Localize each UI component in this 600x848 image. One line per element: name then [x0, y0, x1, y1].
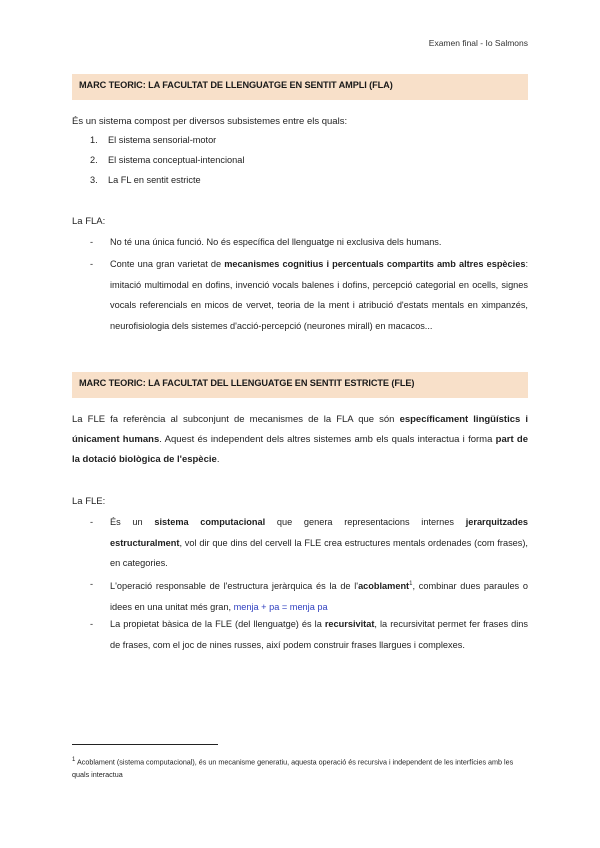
fla-label: La FLA:: [72, 216, 106, 227]
section-heading-fle: MARC TEORIC: LA FACULTAT DEL LLENGUATGE EN SENTIT ESTRICTE (FLE): [72, 372, 528, 398]
example-formula: menja + pa = menja pa: [233, 601, 328, 612]
fle-intro-paragraph: La FLE fa referència al subconjunt de mecanismes de la FLA que són específicament lingüístics i únicament humans. Aquest és independent dels altres sistemes amb els quals interactua i forma part de la dotació biològica de l'espècie.: [72, 414, 529, 465]
fla-bullet-2: - Conte una gran varietat de mecanismes cognitius i percentuals compartits amb altres espècies: imitació multimodal en dofins, invenció vocals balenes i dofins, percepció categorial en ocells, signes vocals referencials en micos de vervet, teoria de la ment i atribució d'estats mentals en ximpanzés, neurofisiologia dels sistemes d'acció-percepció (neurones mirall) en macacos...: [90, 259, 528, 331]
footnote-separator: [72, 744, 218, 745]
section-heading-fla: MARC TEORIC: LA FACULTAT DE LLENGUATGE EN SENTIT AMPLI (FLA): [72, 74, 528, 100]
list-item: 3. La FL en sentit estricte: [90, 175, 201, 185]
running-header: Examen final - Io Salmons: [428, 38, 528, 48]
list-item: 2. El sistema conceptual-intencional: [90, 155, 245, 165]
fle-bullet-2: - L'operació responsable de l'estructura jeràrquica és la de l'acoblament$^1$, combinar dues paraules o idees en una unitat més gran, menja + pa = menja pa: [90, 579, 528, 612]
fle-bullet-1: - És un sistema computacional que genera representacions internes jerarquitzades estructuralment, vol dir que dins del cervell la FLE crea estructures mentals ordenades (com frases), en categories.: [90, 517, 528, 568]
list-item: 1. El sistema sensorial-motor: [90, 135, 217, 145]
fla-bullet-1: - No té una única funció. No és específica del llenguatge ni exclusiva dels humans.: [90, 237, 442, 247]
footnote-ref: 1: [409, 581, 413, 587]
fle-bullet-3: - La propietat bàsica de la FLE (del llenguatge) és la recursivitat, la recursivitat permet fer frases dins de frases, com el joc de nines russes, així podem construir frases llargues i complexes.: [90, 619, 528, 650]
fla-intro: És un sistema compost per diversos subsistemes entre els quals:: [72, 116, 348, 127]
footnote: $^1$ Acoblament (sistema computacional), és un mecanisme generatiu, aquesta operació és recursiva i independent de les interfícies amb les quals interactua: [72, 757, 514, 780]
fle-label: La FLE:: [72, 496, 106, 507]
